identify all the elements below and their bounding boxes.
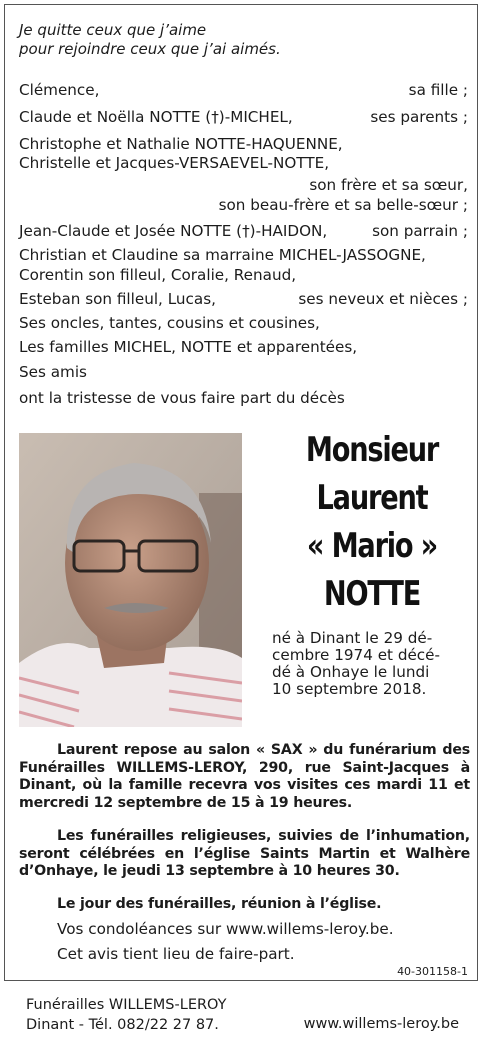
family-member: ont la tristesse de vous faire part du décès <box>19 389 345 407</box>
family-relation: son parrain ; <box>372 222 468 240</box>
birth-line: 10 septembre 2018. <box>272 680 427 698</box>
family-member: Claude et Noëlla NOTTE (†)-MICHEL, <box>19 108 293 126</box>
family-member: Esteban son filleul, Lucas, <box>19 290 216 308</box>
family-relation: son frère et sa sœur, <box>309 176 468 194</box>
family-relation: sa fille ; <box>408 81 468 99</box>
family-member: Clémence, <box>19 81 100 99</box>
portrait-image <box>19 433 242 727</box>
family-relation: son beau-frère et sa belle-sœur ; <box>218 196 468 214</box>
deceased-first-name: Laurent <box>316 478 428 518</box>
family-member: Ses amis <box>19 363 87 381</box>
family-member: Corentin son filleul, Coralie, Renaud, <box>19 266 297 284</box>
opening-poem <box>19 21 281 59</box>
poem-line: Je quitte ceux que j’aime <box>19 21 207 39</box>
family-member: Les familles MICHEL, NOTTE et apparentées, <box>19 338 358 356</box>
footer-company: Funérailles WILLEMS-LEROY <box>26 997 227 1013</box>
funeral-paragraph: Les funérailles religieuses, suivies de l’inhumation, seront célébrées en l’église Saints Martin et Walhère d’Onhaye, le jeudi 13 septembre à 10 heures 30. <box>19 828 470 879</box>
deceased-title: Monsieur <box>305 430 439 470</box>
deceased-last-name: NOTTE <box>323 574 421 614</box>
salon-paragraph: Laurent repose au salon « SAX » du funérarium des Funérailles WILLEMS-LEROY, 290, rue Saint-Jacques à Dinant, où la famille recevra vos visites ces mardi 11 et mercredi 12 septembre de 15 à 19 heures. <box>19 742 470 811</box>
condolences-line: Vos condoléances sur www.willems-leroy.be. <box>57 920 394 938</box>
reference-number: 40-301158-1 <box>397 965 468 978</box>
family-member: Ses oncles, tantes, cousins et cousines, <box>19 314 320 332</box>
notice-line: Cet avis tient lieu de faire-part. <box>57 945 295 963</box>
poem-line: pour rejoindre ceux que j’ai aimés. <box>19 40 281 58</box>
reunion-line: Le jour des funérailles, réunion à l’église. <box>57 896 382 912</box>
family-relation: ses parents ; <box>370 108 468 126</box>
family-member: Christophe et Nathalie NOTTE-HAQUENNE, <box>19 135 343 153</box>
family-member: Christian et Claudine sa marraine MICHEL-JASSOGNE, <box>19 246 426 264</box>
birth-line: dé à Onhaye le lundi <box>272 663 430 681</box>
birth-line: cembre 1974 et décé- <box>272 646 440 664</box>
birth-death-details <box>272 630 466 698</box>
birth-line: né à Dinant le 29 dé- <box>272 629 433 647</box>
deceased-nickname: « Mario » <box>306 526 438 566</box>
family-member: Christelle et Jacques-VERSAEVEL-NOTTE, <box>19 154 330 172</box>
portrait-photo <box>19 433 242 727</box>
family-relation: ses neveux et nièces ; <box>298 290 468 308</box>
footer-website-link[interactable]: www.willems-leroy.be <box>303 1016 459 1032</box>
family-member: Jean-Claude et Josée NOTTE (†)-HAIDON, <box>19 222 328 240</box>
footer-contact: Dinant - Tél. 082/22 27 87. <box>26 1017 219 1033</box>
